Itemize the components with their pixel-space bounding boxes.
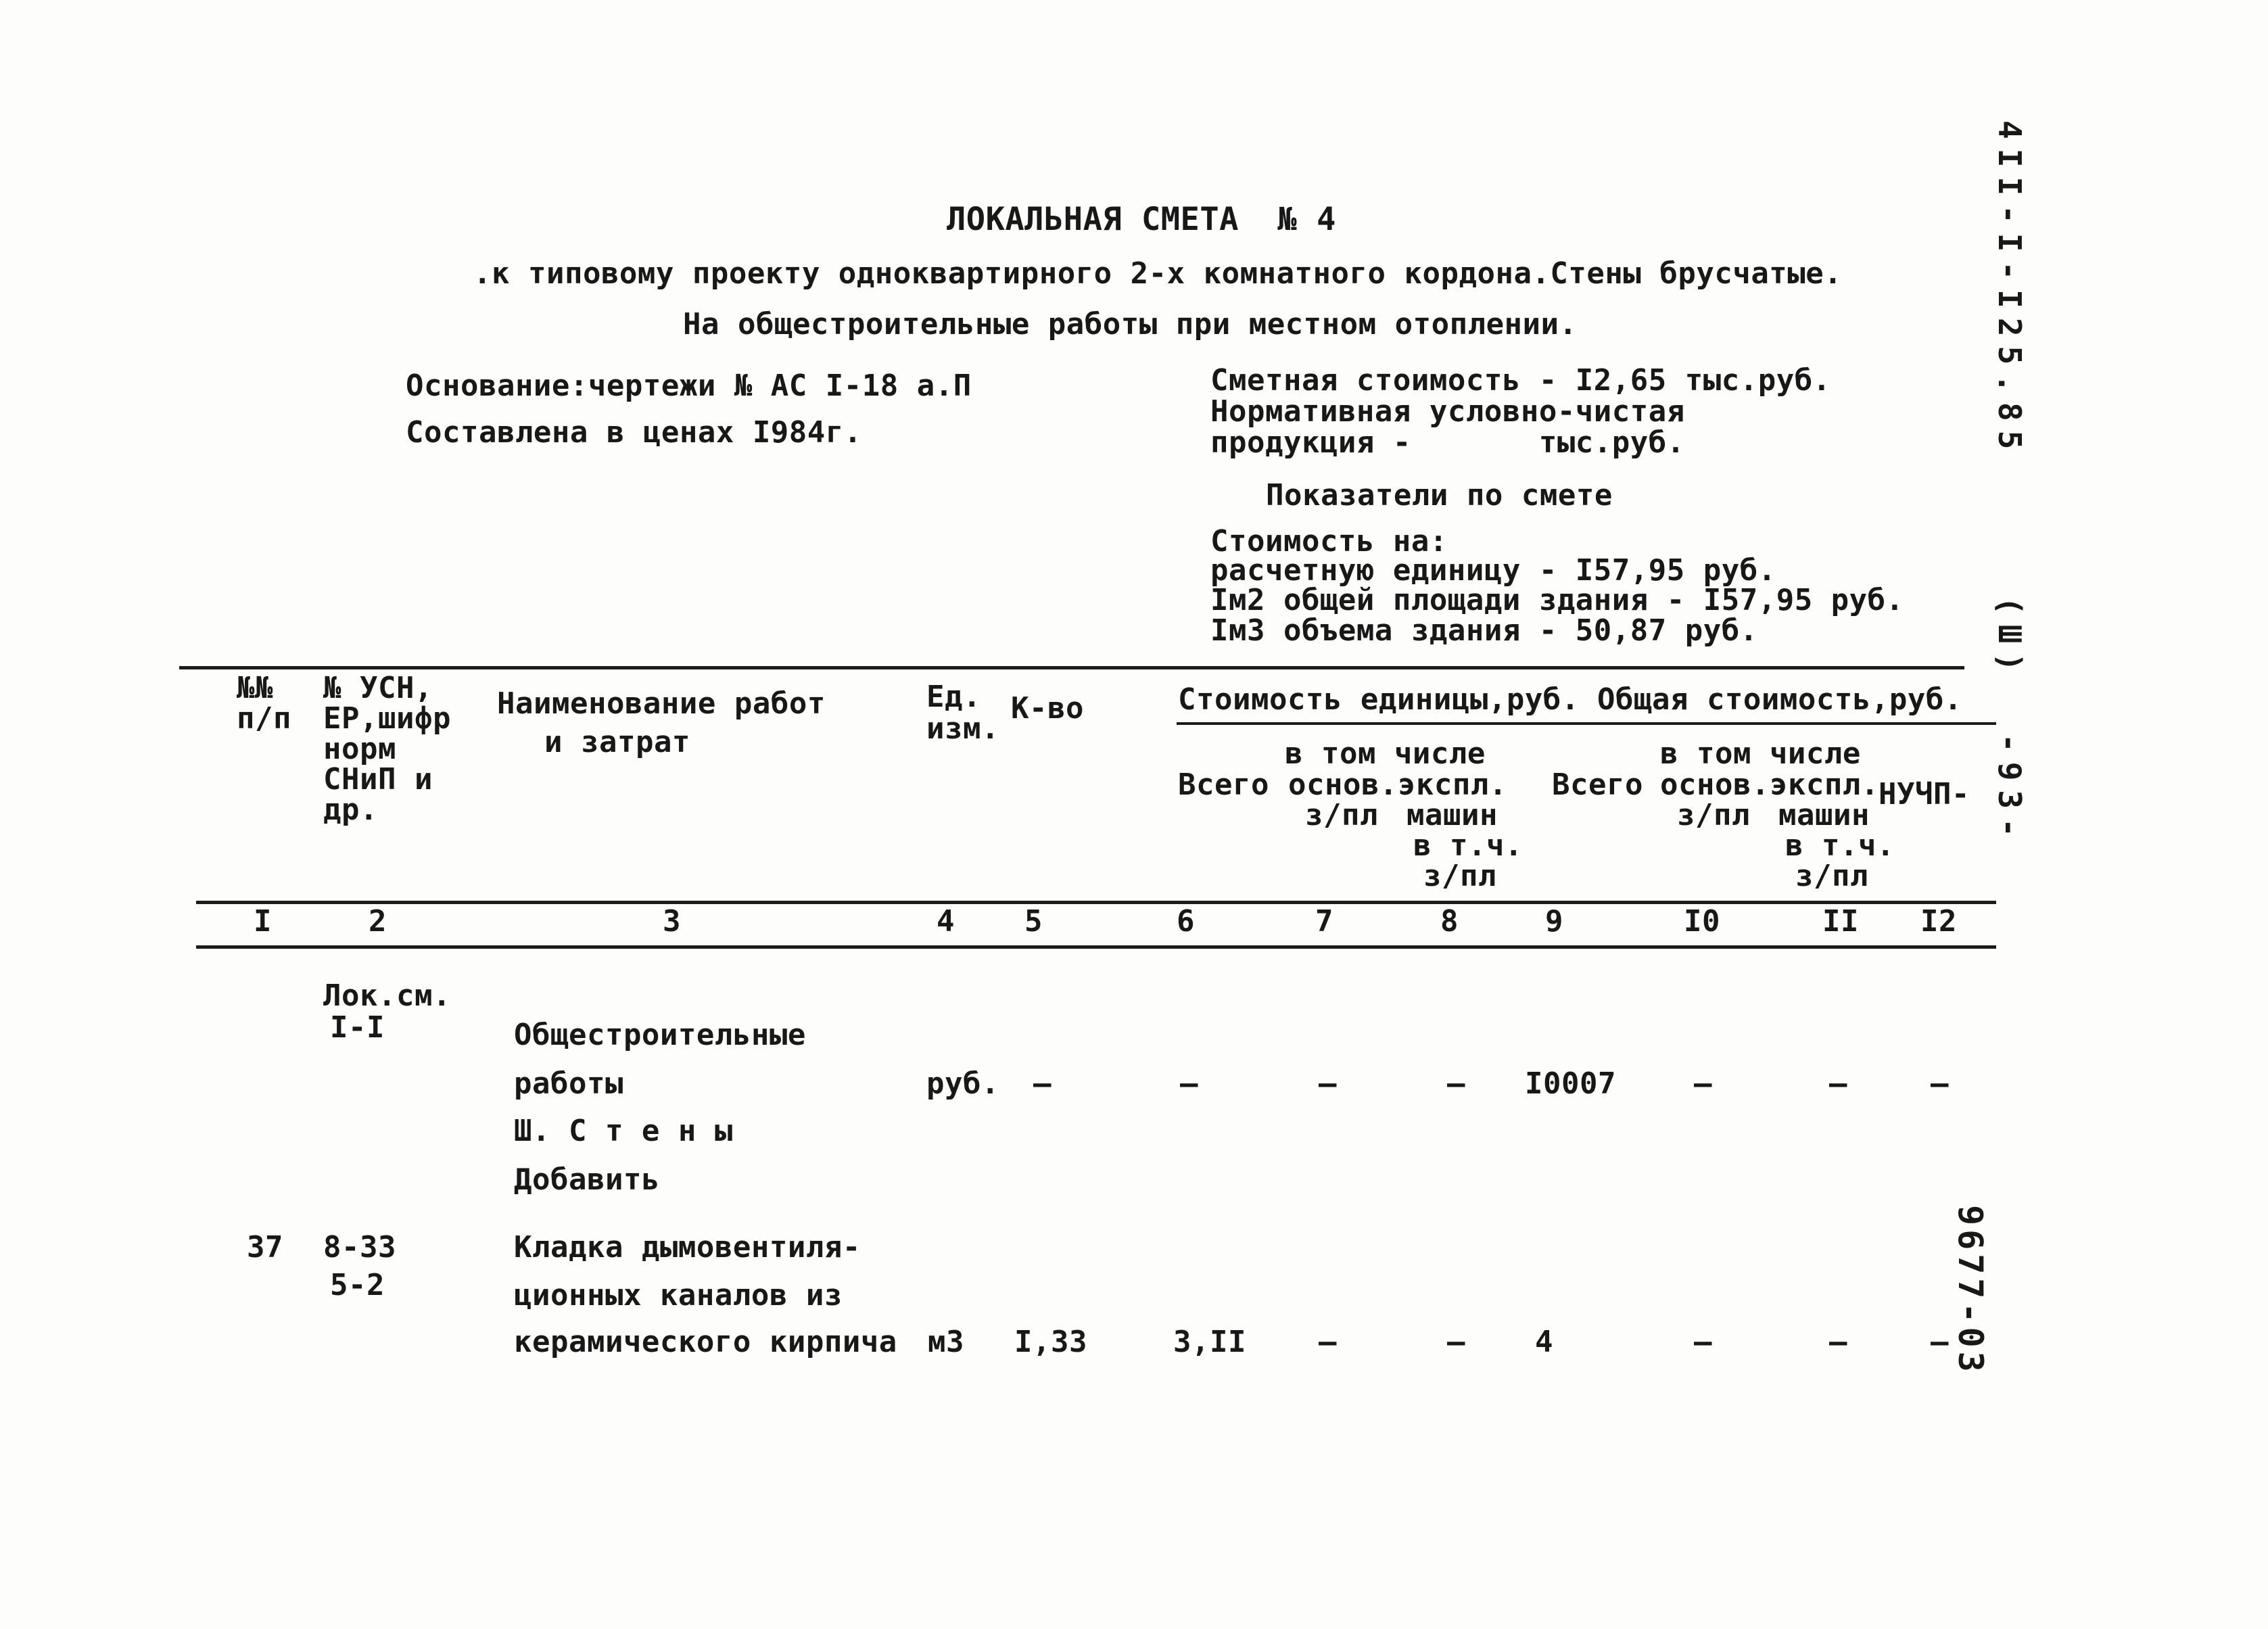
header-code-line4: СНиП и [323, 762, 433, 797]
table-colnum-bottom-rule [196, 945, 1996, 949]
row2-name-line1: Кладка дымовентиля- [514, 1230, 861, 1265]
cost-normative-line2: продукция - тыс.руб. [1210, 425, 1685, 460]
header-code-line5: др. [323, 793, 378, 827]
cost-indicators-heading: Показатели по смете [1266, 478, 1613, 513]
row1-name-line3: Ш. С т е н ы [514, 1114, 733, 1148]
row1-col10: – [1694, 1066, 1712, 1101]
cost-estimated-total: Сметная стоимость - I2,65 тыс.руб. [1210, 363, 1831, 398]
header-qty: К-во [1011, 691, 1084, 726]
row1-col12: – [1931, 1066, 1949, 1101]
margin-part-number: (Ш) [1991, 596, 2028, 682]
row2-col6: 3,II [1173, 1325, 1246, 1359]
row1-qty: – [1033, 1066, 1052, 1101]
col-number-11: II [1822, 904, 1859, 939]
col-number-6: 6 [1177, 904, 1195, 939]
header-zpl2-unit: з/пл [1423, 859, 1496, 893]
header-incl-unit: в том числе [1285, 736, 1486, 771]
header-zpl2-total: з/пл [1795, 859, 1868, 893]
header-osn-ekspl-total: основ.экспл. [1660, 768, 1879, 802]
row1-name-line4: Добавить [514, 1162, 660, 1197]
row2-col9: 4 [1535, 1325, 1553, 1359]
row2-unit: м3 [928, 1325, 964, 1359]
margin-page-number: -93- [1991, 734, 2028, 847]
cost-per-m2: Iм2 общей площади здания - I57,95 руб. [1210, 583, 1904, 617]
header-nuchp: НУЧП- [1879, 777, 1970, 811]
header-code-line1: № УСН, [323, 671, 433, 705]
col-number-4: 4 [937, 904, 955, 939]
header-unit-line2: изм. [926, 711, 999, 746]
header-vsego-unit: Всего [1178, 768, 1269, 802]
header-no-line2: п/п [237, 701, 291, 736]
row2-col10: – [1694, 1325, 1712, 1359]
row1-name-line2: работы [514, 1066, 623, 1101]
row1-code-line1: Лок.см. [323, 978, 451, 1013]
row1-col8: – [1447, 1066, 1465, 1101]
header-vtch-unit: в т.ч. [1413, 828, 1523, 863]
header-total-cost-group: Общая стоимость,руб. [1597, 682, 1962, 717]
row1-col7: – [1319, 1066, 1337, 1101]
header-zpl-unit: з/пл [1305, 798, 1378, 832]
basis-line2: Составлена в ценах I984г. [406, 415, 862, 450]
col-number-10: I0 [1684, 904, 1720, 939]
table-cost-group-rule [1177, 722, 1996, 725]
header-unit-line1: Ед. [926, 680, 981, 714]
row2-col8: – [1447, 1325, 1465, 1359]
header-zpl-total: з/пл [1677, 798, 1750, 832]
header-name-line1: Наименование работ [497, 686, 826, 721]
header-mashin-total: машин [1778, 798, 1870, 832]
cost-per-m3: Iм3 объема здания - 50,87 руб. [1210, 613, 1758, 648]
doc-title: ЛОКАЛЬНАЯ СМЕТА № 4 [947, 201, 1336, 238]
row2-col11: – [1829, 1325, 1847, 1359]
col-number-12: I2 [1920, 904, 1957, 939]
header-code-line3: норм [323, 732, 396, 766]
cost-per-heading: Стоимость на: [1210, 524, 1448, 559]
row2-qty: I,33 [1014, 1325, 1087, 1359]
header-name-line2: и затрат [544, 725, 690, 759]
margin-series-number: 4II-I-I25.85 [1991, 120, 2028, 459]
row2-name-line3: керамического кирпича [514, 1325, 897, 1359]
col-number-1: I [254, 904, 272, 939]
header-osn-ekspl-unit: основ.экспл. [1288, 768, 1507, 802]
row1-col6: – [1180, 1066, 1198, 1101]
row1-col9: I0007 [1525, 1066, 1616, 1101]
row1-code-line2: I-I [330, 1010, 385, 1045]
basis-line1: Основание:чертежи № АС I-18 а.П [406, 369, 972, 403]
table-colnum-top-rule [196, 901, 1996, 904]
row2-name-line2: ционных каналов из [514, 1278, 843, 1313]
row2-col12: – [1931, 1325, 1949, 1359]
doc-subtitle-line1: .к типовому проекту одноквартирного 2-х комнатного кордона.Стены брусчатые. [473, 256, 1843, 291]
doc-subtitle-line2: На общестроительные работы при местном отоплении. [683, 307, 1578, 341]
row1-unit: руб. [926, 1066, 999, 1101]
header-vtch-total: в т.ч. [1785, 828, 1895, 863]
row2-code-line2: 5-2 [330, 1268, 385, 1302]
table-top-rule [179, 666, 1964, 669]
header-code-line2: ЕР,шифр [323, 701, 451, 736]
col-number-8: 8 [1440, 904, 1459, 939]
row2-code-line1: 8-33 [323, 1230, 396, 1265]
col-number-7: 7 [1315, 904, 1333, 939]
col-number-5: 5 [1024, 904, 1043, 939]
col-number-9: 9 [1545, 904, 1563, 939]
cost-per-unit: расчетную единицу - I57,95 руб. [1210, 553, 1776, 588]
row1-col11: – [1829, 1066, 1847, 1101]
row2-num: 37 [247, 1230, 283, 1265]
header-unit-cost-group: Стоимость единицы,руб. [1178, 682, 1580, 717]
header-mashin-unit: машин [1407, 798, 1498, 832]
header-vsego-total: Всего [1552, 768, 1643, 802]
margin-stamp-number: 9677-03 [1951, 1205, 1990, 1376]
col-number-3: 3 [663, 904, 681, 939]
cost-normative-line1: Нормативная условно-чистая [1210, 394, 1685, 429]
col-number-2: 2 [369, 904, 387, 939]
row2-col7: – [1319, 1325, 1337, 1359]
header-no-line1: №№ [237, 671, 273, 705]
header-incl-total: в том числе [1660, 736, 1861, 771]
row1-name-line1: Общестроительные [514, 1018, 806, 1052]
